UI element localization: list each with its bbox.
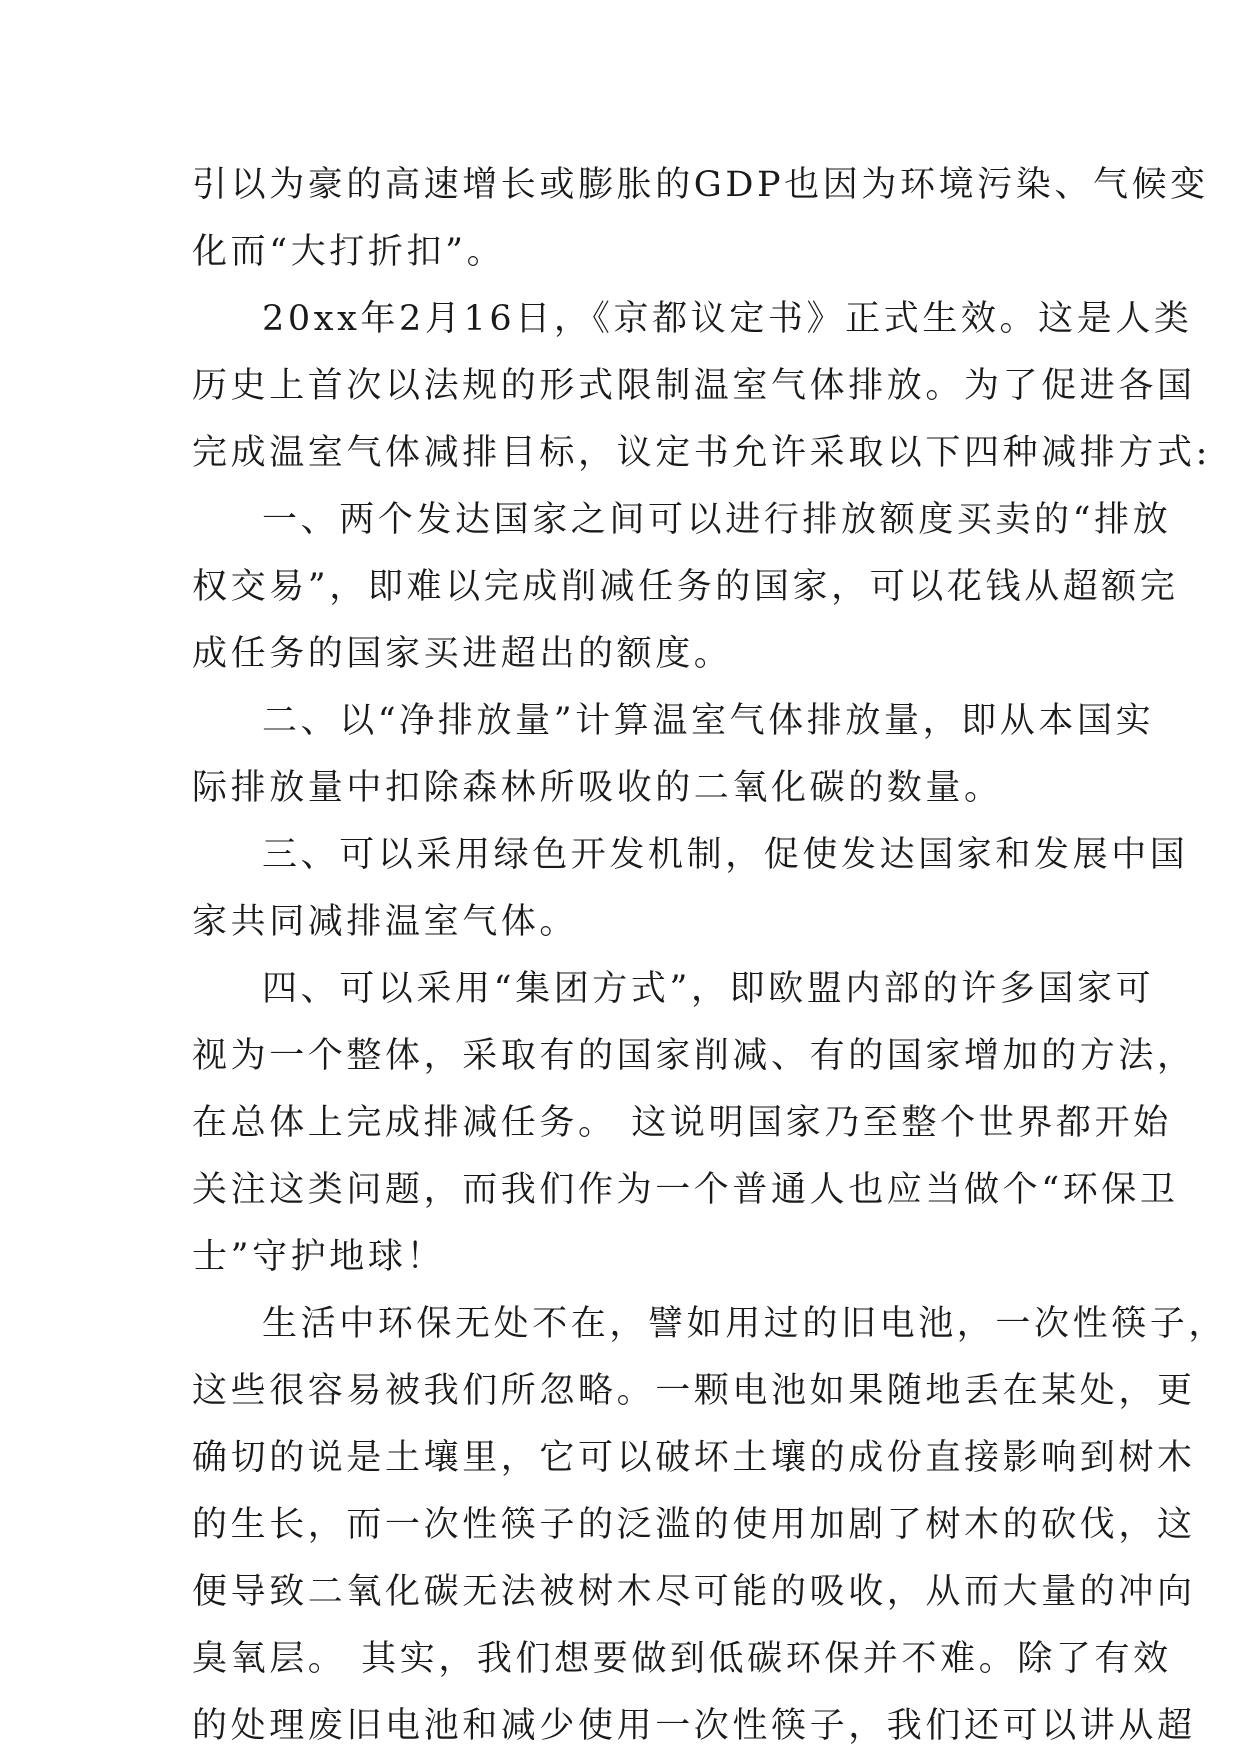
text-line: 引以为豪的高速增长或膨胀的GDP也因为环境污染、气候变 (192, 165, 1209, 205)
text-line: 便导致二氧化碳无法被树木尽可能的吸收，从而大量的冲向 (192, 1572, 1196, 1612)
text-line: 的处理废旧电池和减少使用一次性筷子，我们还可以讲从超 (192, 1706, 1196, 1746)
text-line: 士”守护地球！ (192, 1237, 446, 1277)
text-line: 在总体上完成排减任务。 这说明国家乃至整个世界都开始 (192, 1103, 1172, 1143)
text-line: 成任务的国家买进超出的额度。 (192, 634, 733, 674)
text-line: 完成温室气体减排目标，议定书允许采取以下四种减排方式: (192, 433, 1211, 473)
text-line: 化而“大打折扣”。 (192, 232, 506, 272)
text-line: 家共同减排温室气体。 (192, 902, 579, 942)
text-line: 这些很容易被我们所忽略。一颗电池如果随地丢在某处，更 (192, 1371, 1196, 1411)
paragraph-first-line: 三、可以采用绿色开发机制，促使发达国家和发展中国 (262, 835, 1189, 875)
text-line: 关注这类问题，而我们作为一个普通人也应当做个“环保卫 (192, 1170, 1179, 1210)
text-line: 视为一个整体，采取有的国家削减、有的国家增加的方法， (192, 1036, 1196, 1076)
text-line: 际排放量中扣除森林所吸收的二氧化碳的数量。 (192, 768, 1003, 808)
text-line: 臭氧层。 其实，我们想要做到低碳环保并不难。除了有效 (192, 1639, 1172, 1679)
paragraph-first-line: 生活中环保无处不在，譬如用过的旧电池，一次性筷子， (262, 1304, 1228, 1344)
text-line: 历史上首次以法规的形式限制温室气体排放。为了促进各国 (192, 366, 1196, 406)
paragraph-first-line: 一、两个发达国家之间可以进行排放额度买卖的“排放 (262, 500, 1172, 540)
text-line: 确切的说是土壤里，它可以破坏土壤的成份直接影响到树木 (192, 1438, 1196, 1478)
paragraph-first-line: 二、以“净排放量”计算温室气体排放量，即从本国实 (262, 701, 1155, 741)
paragraph-first-line: 20xx年2月16日，《京都议定书》正式生效。这是人类 (262, 299, 1193, 339)
paragraph-first-line: 四、可以采用“集团方式”，即欧盟内部的许多国家可 (262, 969, 1155, 1009)
text-line: 的生长，而一次性筷子的泛滥的使用加剧了树木的砍伐，这 (192, 1505, 1196, 1545)
text-line: 权交易”，即难以完成削减任务的国家，可以花钱从超额完 (192, 567, 1179, 607)
